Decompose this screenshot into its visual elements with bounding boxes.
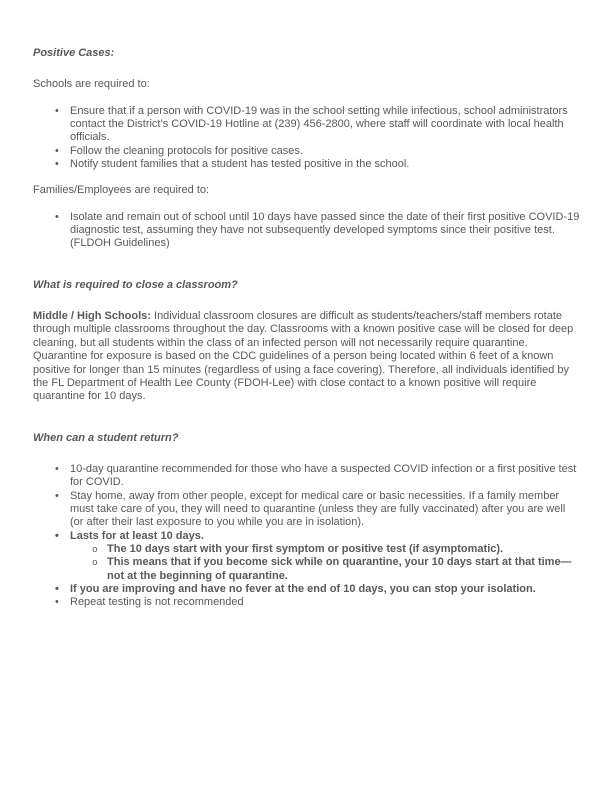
intro-families-required: Families/Employees are required to: xyxy=(33,184,210,197)
list-item-text: If you are improving and have no fever at the end of 10 days, you can stop your isolation. xyxy=(70,582,536,595)
list-item xyxy=(33,543,580,556)
bullet-icon: • xyxy=(55,158,59,171)
bullet-icon: • xyxy=(55,144,59,157)
list-item-text: The 10 days start with your first symptom or positive test (if asymptomatic). xyxy=(107,542,504,555)
intro-schools-required: Schools are required to: xyxy=(33,78,150,91)
paragraph-body: Individual classroom closures are difficult as students/teachers/staff members rotate through multiple classrooms throughout the day. Classrooms with a known positive case will be closed for deep cleaning, but all students within the class of an infected person will not necessarily require quarantine. Quarantine for exposure is based on the CDC guidelines of a person being located within 6 feet of a known positive for longer than 15 minutes (regardless of using a face covering). Therefore, all individuals identified by the FL Department of Health Lee County (FDOH-Lee) with close contact to a known positive will require quarantine for 10 days. xyxy=(33,310,574,403)
bullet-icon: • xyxy=(55,104,59,117)
list-item xyxy=(33,105,580,145)
bullet-icon: • xyxy=(55,582,59,595)
section-heading-close-classroom: What is required to close a classroom? xyxy=(33,278,238,291)
list-item xyxy=(33,158,580,171)
list-item-text: Follow the cleaning protocols for positive cases. xyxy=(70,144,303,157)
list-item-text: Ensure that if a person with COVID-19 was in the school setting while infectious, school administrators contact the District’s COVID-19 Hotline at (239) 456-2800, where staff will coordinate with local health officials. xyxy=(70,104,568,144)
section-heading-positive-cases: Positive Cases: xyxy=(33,47,115,59)
section-heading-student-return: When can a student return? xyxy=(33,431,179,444)
list-item-text: Repeat testing is not recommended xyxy=(70,596,244,609)
list-item xyxy=(33,145,580,158)
list-item-text: 10-day quarantine recommended for those who have a suspected COVID infection or a first positive test for COVID. xyxy=(70,462,577,489)
list-item xyxy=(33,556,580,583)
close-classroom-paragraph xyxy=(33,310,580,403)
list-item-text: Lasts for at least 10 days. xyxy=(70,529,204,542)
list-item xyxy=(33,211,580,251)
list-item xyxy=(33,530,580,543)
list-item-text: This means that if you become sick while on quarantine, your 10 days start at that time—not at the beginning of quarantine. xyxy=(107,556,572,582)
list-item-text: Stay home, away from other people, except for medical care or basic necessities. If a family member must take care of you, they will need to quarantine (unless they are fully vaccinated) after you are well (or after their last exposure to you while you are in isolation). xyxy=(70,489,566,529)
list-item xyxy=(33,463,580,490)
circle-bullet-icon: o xyxy=(92,557,98,569)
paragraph-lead-middle-high-schools: Middle / High Schools: xyxy=(33,310,151,323)
student-return-list xyxy=(33,463,580,610)
families-required-list xyxy=(33,211,580,251)
bullet-icon: • xyxy=(55,489,59,502)
bullet-icon: • xyxy=(55,210,59,223)
list-item xyxy=(33,596,580,609)
list-item xyxy=(33,490,580,530)
circle-bullet-icon: o xyxy=(92,543,98,555)
schools-required-list xyxy=(33,105,580,172)
list-item-text: Isolate and remain out of school until 10 days have passed since the date of their first positive COVID-19 diagnostic test, assuming they have not subsequently developed symptoms since their positive test. (FLDOH Guidelines) xyxy=(70,210,580,250)
bullet-icon: • xyxy=(55,462,59,475)
bullet-icon: • xyxy=(55,596,59,609)
list-item-text: Notify student families that a student has tested positive in the school. xyxy=(70,158,410,171)
list-item xyxy=(33,583,580,596)
bullet-icon: • xyxy=(55,529,59,542)
